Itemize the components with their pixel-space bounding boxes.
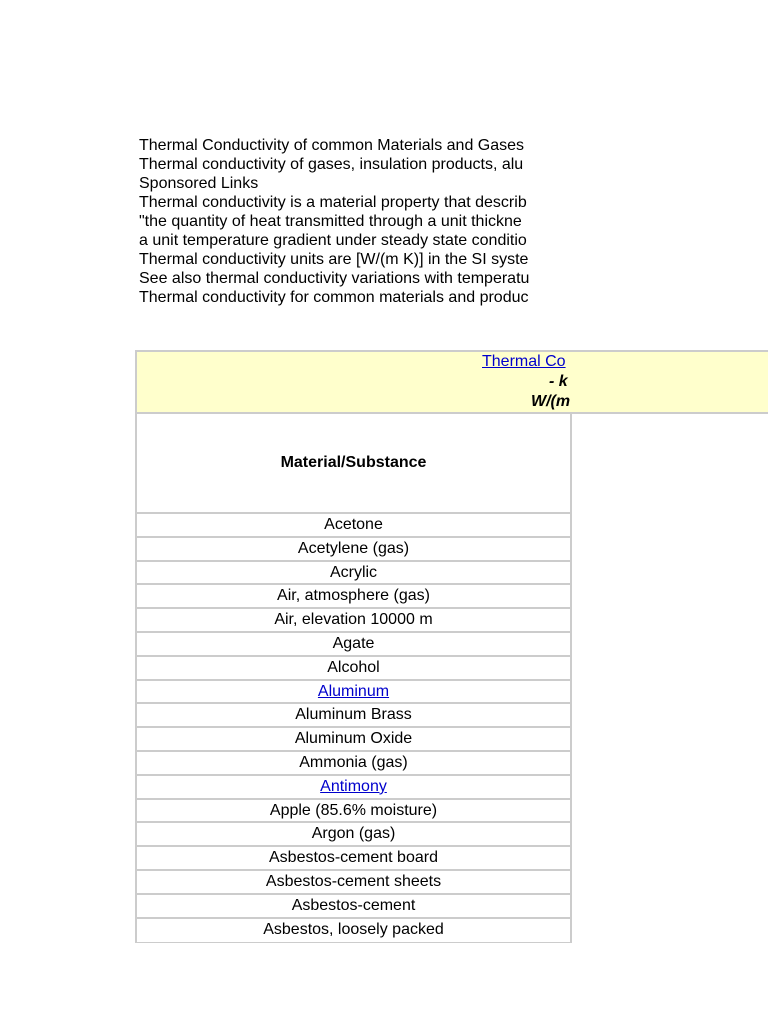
material-link[interactable]: Aluminum <box>317 682 390 700</box>
material-name: Asbestos-cement sheets <box>265 872 442 890</box>
material-name: Ammonia (gas) <box>299 753 408 771</box>
intro-line-5: "the quantity of heat transmitted through a unit thickne <box>139 213 522 230</box>
intro-title: Thermal Conductivity of common Materials and Gases <box>139 137 525 154</box>
material-link[interactable]: Antimony <box>320 777 387 795</box>
material-name: Alcohol <box>327 658 380 676</box>
table-row <box>137 609 570 633</box>
intro-line-2: Thermal conductivity of gases, insulation products, alu <box>139 156 524 173</box>
material-name: Aluminum Oxide <box>294 730 413 748</box>
table-row <box>137 823 570 847</box>
table-row <box>137 704 570 728</box>
sponsored-links-label: Sponsored Links <box>139 175 259 192</box>
header-unit: W/(m <box>531 393 571 410</box>
intro-line-7: Thermal conductivity units are [W/(m K)] in the SI syste <box>139 251 529 268</box>
intro-line-4: Thermal conductivity is a material property that describ <box>139 194 527 211</box>
intro-line-8: See also thermal conductivity variations with temperatu <box>139 270 530 287</box>
table-row <box>137 871 570 895</box>
material-name: Acetylene (gas) <box>297 539 410 557</box>
material-name: Asbestos, loosely packed <box>263 920 444 938</box>
table-row <box>137 514 570 538</box>
table-row <box>137 919 570 943</box>
material-name: Agate <box>332 634 375 652</box>
material-name: Argon (gas) <box>311 825 396 843</box>
material-rows <box>137 514 570 942</box>
table-row <box>137 728 570 752</box>
table-header-text <box>137 352 573 412</box>
material-column-header: Material/Substance <box>137 414 570 514</box>
material-name: Apple (85.6% moisture) <box>269 801 438 819</box>
conductivity-table-region <box>135 350 768 943</box>
table-row <box>137 538 570 562</box>
table-row <box>137 752 570 776</box>
table-row <box>137 847 570 871</box>
table-header-band <box>135 350 768 414</box>
table-row <box>137 800 570 824</box>
intro-line-6: a unit temperature gradient under steady state conditio <box>139 232 527 249</box>
material-name: Acrylic <box>329 563 378 581</box>
materials-table <box>135 414 572 943</box>
table-row[interactable] <box>137 681 570 705</box>
intro-text-block <box>139 136 573 307</box>
table-row <box>137 633 570 657</box>
header-k-symbol: - k <box>549 373 568 390</box>
table-row <box>137 895 570 919</box>
thermal-conductivity-header-link[interactable]: Thermal Co <box>482 353 566 370</box>
material-name: Asbestos-cement <box>291 896 416 914</box>
table-row <box>137 562 570 586</box>
material-name: Asbestos-cement board <box>269 849 438 867</box>
table-row[interactable] <box>137 776 570 800</box>
material-name: Air, elevation 10000 m <box>274 611 433 629</box>
material-name: Air, atmosphere (gas) <box>277 587 430 605</box>
table-row <box>137 585 570 609</box>
intro-line-9: Thermal conductivity for common materials and produc <box>139 289 529 306</box>
material-name: Acetone <box>324 516 383 533</box>
table-row <box>137 657 570 681</box>
material-name: Aluminum Brass <box>295 706 412 724</box>
